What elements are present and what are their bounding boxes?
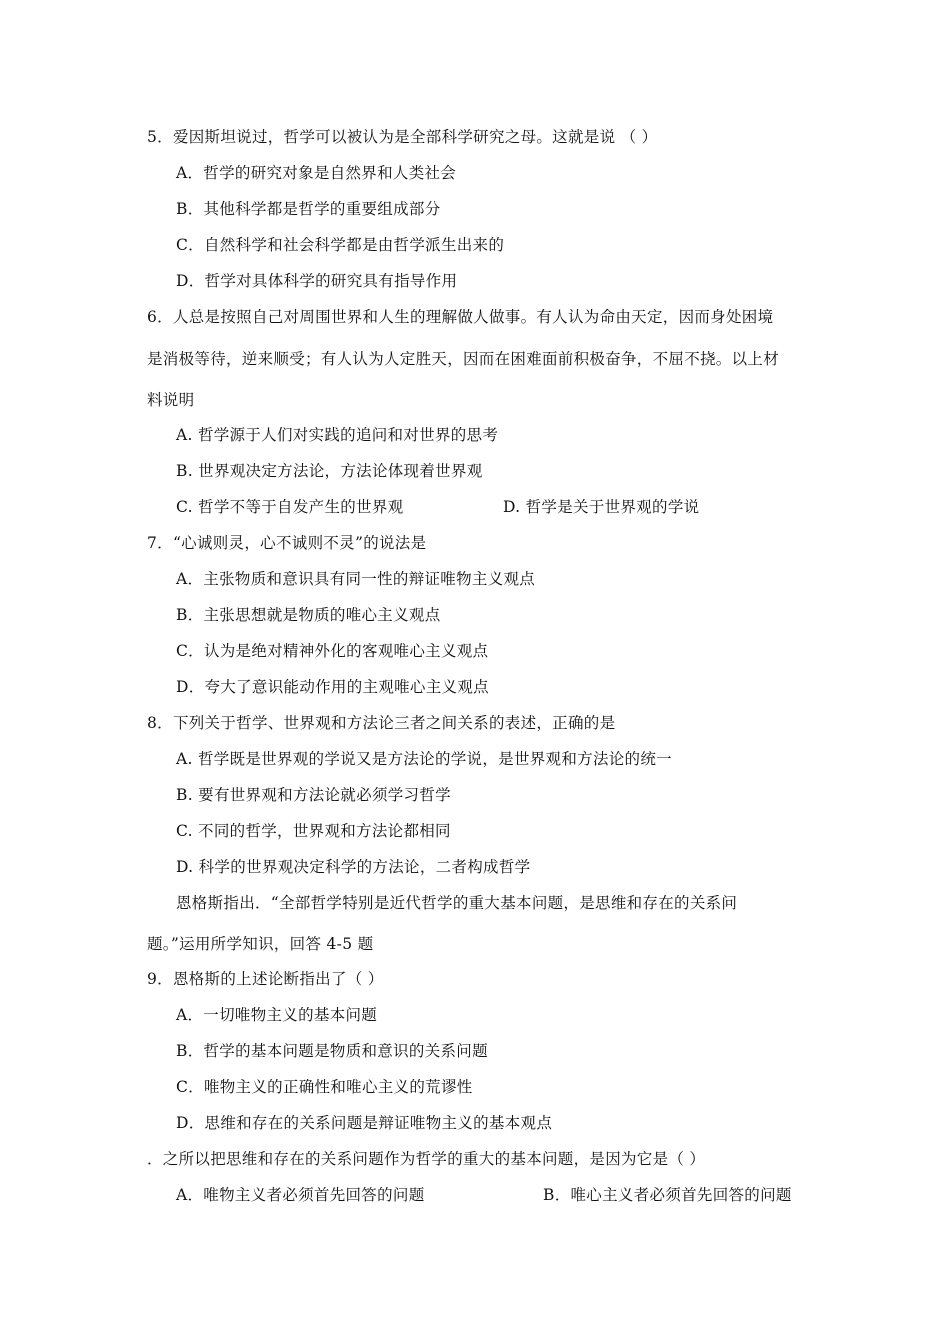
question-10-option-a: A．唯物主义者必须首先回答的问题 <box>176 1186 425 1204</box>
question-6-stem-line-2: 是消极等待，逆来顺受；有人认为人定胜天，因而在困难面前积极奋争，不屈不挠。以上材 <box>147 350 780 368</box>
question-6-stem-line-1: 6．人总是按照自己对周围世界和人生的理解做人做事。有人认为命由天定，因而身处困境 <box>147 308 774 326</box>
question-9-option-b: B．哲学的基本问题是物质和意识的关系问题 <box>176 1042 488 1060</box>
question-8-option-c: C. 不同的哲学，世界观和方法论都相同 <box>176 822 451 840</box>
question-7-option-a: A．主张物质和意识具有同一性的辩证唯物主义观点 <box>176 570 536 588</box>
question-7-stem: 7．“心诚则灵，心不诚则不灵”的说法是 <box>147 534 427 552</box>
question-6-option-c: C. 哲学不等于自发产生的世界观 <box>176 498 404 516</box>
question-6-option-a: A. 哲学源于人们对实践的追问和对世界的思考 <box>176 426 499 444</box>
material-line-1: 恩格斯指出．“全部哲学特别是近代哲学的重大基本问题，是思维和存在的关系问 <box>176 894 738 912</box>
material-line-2: 题。”运用所学知识，回答 4-5 题 <box>147 935 374 953</box>
question-5-option-c: C．自然科学和社会科学都是由哲学派生出来的 <box>176 236 505 254</box>
question-6-stem-line-3: 料说明 <box>147 391 195 409</box>
question-7-option-d: D．夸大了意识能动作用的主观唯心主义观点 <box>176 678 489 696</box>
question-7-option-b: B．主张思想就是物质的唯心主义观点 <box>176 606 441 624</box>
question-9-option-c: C．唯物主义的正确性和唯心主义的荒谬性 <box>176 1078 473 1096</box>
question-5-option-a: A．哲学的研究对象是自然界和人类社会 <box>176 164 457 182</box>
question-6-option-d: D. 哲学是关于世界观的学说 <box>503 498 700 516</box>
question-9-stem: 9．恩格斯的上述论断指出了（ ） <box>147 970 384 988</box>
question-7-option-c: C．认为是绝对精神外化的客观唯心主义观点 <box>176 642 489 660</box>
question-6-option-b: B. 世界观决定方法论，方法论体现着世界观 <box>176 462 483 480</box>
question-9-option-d: D．思维和存在的关系问题是辩证唯物主义的基本观点 <box>176 1114 553 1132</box>
question-8-option-d: D. 科学的世界观决定科学的方法论，二者构成哲学 <box>176 858 531 876</box>
question-8-option-a: A. 哲学既是世界观的学说又是方法论的学说，是世界观和方法论的统一 <box>176 750 672 768</box>
question-5-option-b: B．其他科学都是哲学的重要组成部分 <box>176 200 441 218</box>
question-5-stem: 5．爱因斯坦说过，哲学可以被认为是全部科学研究之母。这就是说 （ ） <box>147 128 658 146</box>
question-8-option-b: B. 要有世界观和方法论就必须学习哲学 <box>176 786 451 804</box>
question-5-option-d: D．哲学对具体科学的研究具有指导作用 <box>176 272 458 290</box>
question-10-option-b: B．唯心主义者必须首先回答的问题 <box>543 1186 792 1204</box>
question-9-option-a: A．一切唯物主义的基本问题 <box>176 1006 378 1024</box>
question-8-stem: 8．下列关于哲学、世界观和方法论三者之间关系的表述，正确的是 <box>147 714 616 732</box>
question-10-stem: ．之所以把思维和存在的关系问题作为哲学的重大的基本问题，是因为它是（ ） <box>147 1150 706 1168</box>
